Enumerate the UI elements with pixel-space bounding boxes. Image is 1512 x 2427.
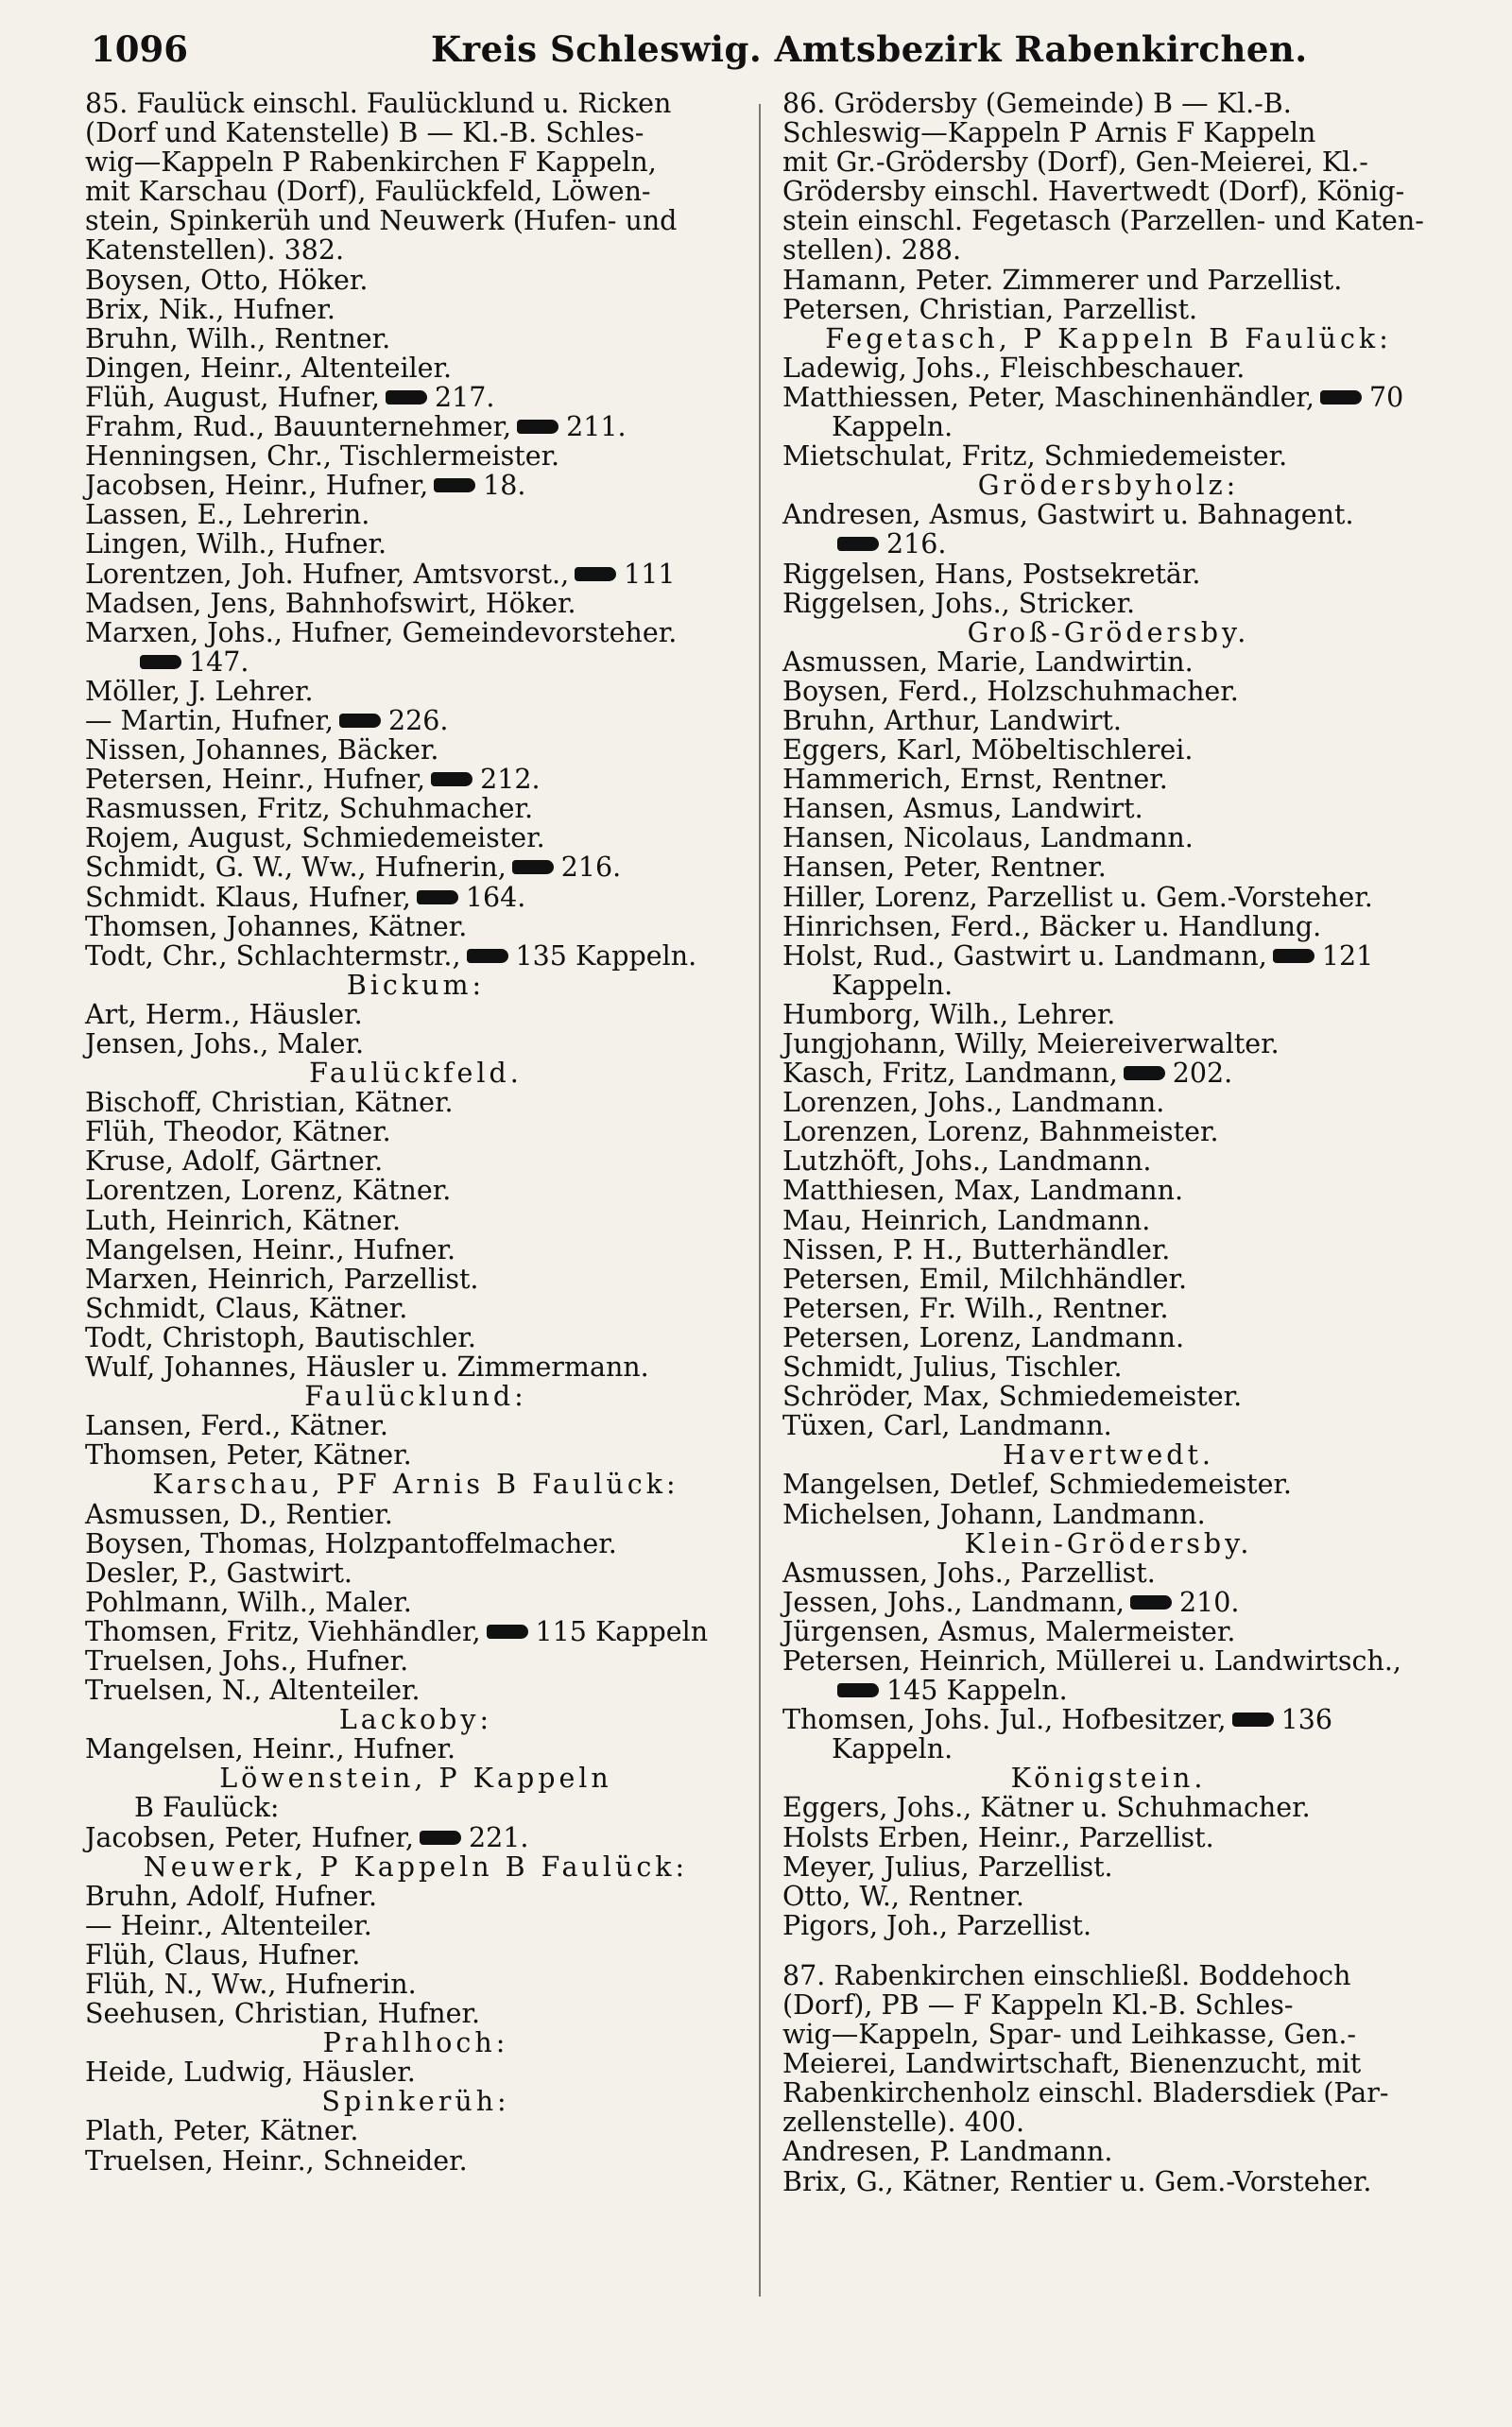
- running-title: Kreis Schleswig. Amtsbezirk Rabenkirchen.: [431, 28, 1308, 70]
- entry-text: Petersen, Heinr., Hufner,: [85, 764, 426, 796]
- entry-text: Lorentzen, Joh. Hufner, Amtsvorst.,: [85, 558, 570, 590]
- resident-entry: [782, 500, 1435, 529]
- resident-entry: [782, 1705, 1435, 1734]
- resident-entry: [85, 295, 747, 324]
- telephone-icon: [1273, 949, 1314, 963]
- entry-text: Jacobsen, Heinr., Hufner,: [85, 470, 429, 502]
- resident-entry: [85, 1529, 747, 1558]
- entry-text: Ladewig, Johs., Fleischbeschauer.: [782, 352, 1246, 384]
- entry-text: Truelsen, Johs., Hufner.: [85, 1644, 409, 1677]
- entry-text: Mietschulat, Fritz, Schmiedemeister.: [782, 440, 1288, 473]
- entry-text: Madsen, Jens, Bahnhofswirt, Höker.: [85, 587, 576, 619]
- municipality-line: Schleswig—Kappeln P Arnis F Kappeln: [782, 117, 1316, 149]
- column-divider: [759, 104, 761, 2297]
- entry-text: Flüh, August, Hufner,: [85, 381, 380, 413]
- entry-text: Seehusen, Christian, Hufner.: [85, 1998, 481, 2030]
- telephone-number: 212.: [480, 764, 541, 796]
- entry-text: Wulf, Johannes, Häusler u. Zimmermann.: [85, 1351, 649, 1384]
- resident-entry: [782, 735, 1435, 765]
- municipality-line: Rabenkirchenholz einschl. Bladersdiek (Par-: [782, 2077, 1389, 2109]
- resident-entry: [85, 2057, 747, 2087]
- entry-text: Rasmussen, Fritz, Schuhmacher.: [85, 793, 534, 825]
- resident-entry: [782, 1382, 1435, 1411]
- entry-text: Riggelsen, Johs., Stricker.: [782, 587, 1136, 619]
- entry-text: Flüh, Theodor, Kätner.: [85, 1116, 391, 1148]
- entry-text: Lassen, E., Lehrerin.: [85, 499, 370, 531]
- telephone-number: 121: [1321, 939, 1374, 972]
- municipality-entry: [782, 89, 1435, 266]
- entry-text: Kappeln.: [832, 1733, 954, 1765]
- telephone-icon: [434, 478, 475, 492]
- entry-text: Petersen, Lorenz, Landmann.: [782, 1321, 1185, 1353]
- entry-text: Mangelsen, Heinr., Hufner.: [85, 1233, 456, 1265]
- entry-text: Humborg, Wilh., Lehrer.: [782, 998, 1116, 1030]
- resident-entry: [85, 529, 747, 559]
- entry-text: Asmussen, Marie, Landwirtin.: [782, 645, 1194, 678]
- resident-entry: [85, 794, 747, 823]
- resident-entry: [782, 1588, 1435, 1617]
- entry-text: Bruhn, Adolf, Hufner.: [85, 1880, 378, 1912]
- entry-text: Nissen, P. H., Butterhändler.: [782, 1233, 1171, 1265]
- telephone-number: 216.: [560, 852, 622, 884]
- resident-entry: [782, 647, 1435, 677]
- resident-entry: [85, 1823, 747, 1852]
- entry-text: Thomsen, Fritz, Viehhändler,: [85, 1615, 481, 1647]
- entry-continuation: [782, 1734, 1435, 1764]
- resident-entry: [85, 1206, 747, 1235]
- entry-text: Matthiesen, Max, Landmann.: [782, 1175, 1184, 1207]
- locality-heading: Havertwedt.: [1003, 1439, 1214, 1472]
- entry-text: Bruhn, Arthur, Landwirt.: [782, 704, 1122, 736]
- resident-entry: [85, 500, 747, 529]
- entry-text: Boysen, Thomas, Holzpantoffelmacher.: [85, 1527, 617, 1559]
- entry-text: Marxen, Johs., Hufner, Gemeindevorsteher.: [85, 616, 678, 648]
- entry-text: Mangelsen, Heinr., Hufner.: [85, 1733, 456, 1765]
- resident-entry: [85, 1970, 747, 1999]
- municipality-line: (Dorf und Katenstelle) B — Kl.-B. Schles-: [85, 117, 644, 149]
- resident-entry: [85, 441, 747, 471]
- municipality-line: mit Karschau (Dorf), Faulückfeld, Löwen-: [85, 176, 651, 208]
- resident-entry: [782, 1470, 1435, 1499]
- entry-text: Rojem, August, Schmiedemeister.: [85, 822, 545, 854]
- entry-text: Plath, Peter, Kätner.: [85, 2115, 359, 2147]
- telephone-icon: [517, 420, 558, 434]
- entry-continuation: [782, 971, 1435, 1000]
- entry-text: Boysen, Otto, Höker.: [85, 264, 369, 296]
- entry-text: Thomsen, Johannes, Kätner.: [85, 910, 468, 942]
- entry-text: Michelsen, Johann, Landmann.: [782, 1498, 1206, 1530]
- telephone-number: 211.: [566, 411, 627, 443]
- telephone-icon: [140, 655, 181, 669]
- resident-entry: [85, 471, 747, 500]
- resident-entry: [85, 1911, 747, 1940]
- telephone-number: 202.: [1172, 1058, 1233, 1090]
- resident-entry: [85, 1617, 747, 1646]
- resident-entry: [782, 1029, 1435, 1059]
- resident-entry: [782, 1235, 1435, 1265]
- resident-entry: [85, 1734, 747, 1764]
- resident-entry: [782, 1323, 1435, 1352]
- entry-text: Flüh, Claus, Hufner.: [85, 1938, 361, 1971]
- locality-heading: Fegetasch, P Kappeln B Faulück:: [825, 322, 1392, 354]
- entry-text: Asmussen, D., Rentier.: [85, 1498, 393, 1530]
- resident-entry: [85, 1117, 747, 1146]
- telephone-icon: [431, 772, 472, 786]
- telephone-number: 115 Kappeln: [535, 1615, 709, 1647]
- resident-entry: [85, 912, 747, 941]
- telephone-number: 210.: [1178, 1586, 1240, 1618]
- entry-text: Bischoff, Christian, Kätner.: [85, 1087, 454, 1119]
- entry-text: Asmussen, Johs., Parzellist.: [782, 1557, 1156, 1589]
- entry-text: Thomsen, Peter, Kätner.: [85, 1439, 412, 1472]
- resident-entry: [782, 2137, 1435, 2166]
- municipality-line: Katenstellen). 382.: [85, 234, 345, 267]
- entry-text: Meyer, Julius, Parzellist.: [782, 1850, 1113, 1883]
- municipality-line: zellenstelle). 400.: [782, 2107, 1025, 2139]
- entry-text: Hiller, Lorenz, Parzellist u. Gem.-Vorsteher.: [782, 881, 1373, 913]
- entry-text: Hansen, Peter, Rentner.: [782, 852, 1107, 884]
- resident-entry: [782, 559, 1435, 589]
- entry-text: Petersen, Heinrich, Müllerei u. Landwirtsch.,: [782, 1644, 1401, 1677]
- resident-entry: [782, 706, 1435, 735]
- resident-entry: [782, 383, 1435, 412]
- resident-entry: [85, 1646, 747, 1676]
- locality-heading: Löwenstein, P Kappeln: [219, 1763, 612, 1795]
- resident-entry: [85, 1176, 747, 1205]
- telephone-number: 135 Kappeln.: [515, 939, 697, 972]
- entry-text: Holsts Erben, Heinr., Parzellist.: [782, 1821, 1214, 1853]
- telephone-number: 111: [624, 558, 676, 590]
- entry-text: Jacobsen, Peter, Hufner,: [85, 1821, 414, 1853]
- telephone-icon: [487, 1625, 528, 1639]
- entry-continuation: [782, 412, 1435, 441]
- locality-heading: Neuwerk, P Kappeln B Faulück:: [143, 1850, 689, 1883]
- entry-text: Heide, Ludwig, Häusler.: [85, 2057, 416, 2089]
- entry-text: Petersen, Fr. Wilh., Rentner.: [782, 1292, 1169, 1324]
- resident-entry: [782, 1059, 1435, 1088]
- resident-entry: [782, 1500, 1435, 1529]
- entry-text: Jessen, Johs., Landmann,: [782, 1586, 1125, 1618]
- resident-entry: [782, 1176, 1435, 1205]
- page-header: [91, 21, 1452, 77]
- resident-entry: [782, 441, 1435, 471]
- telephone-number: 147.: [189, 645, 249, 678]
- resident-entry: [85, 1323, 747, 1352]
- municipality-line: Grödersby einschl. Havertwedt (Dorf), König-: [782, 176, 1405, 208]
- resident-entry: [782, 941, 1435, 971]
- entry-text: Jensen, Johs., Maler.: [85, 1028, 365, 1059]
- telephone-icon: [575, 567, 616, 581]
- entry-continuation: [782, 529, 1435, 559]
- resident-entry: [85, 1793, 747, 1822]
- municipality-entry: [85, 89, 747, 266]
- resident-entry: [782, 295, 1435, 324]
- entry-text: Truelsen, Heinr., Schneider.: [85, 2144, 468, 2177]
- resident-entry: [782, 1117, 1435, 1146]
- entry-text: Andresen, Asmus, Gastwirt u. Bahnagent.: [782, 499, 1354, 531]
- entry-text: Kasch, Fritz, Landmann,: [782, 1058, 1118, 1090]
- entry-text: Jürgensen, Asmus, Malermeister.: [782, 1615, 1236, 1647]
- resident-entry: [85, 1440, 747, 1470]
- telephone-number: 217.: [434, 381, 495, 413]
- resident-entry: [782, 883, 1435, 912]
- entry-text: Schmidt, G. W., Ww., Hufnerin,: [85, 852, 507, 884]
- telephone-number: 221.: [468, 1821, 529, 1853]
- entry-text: Lorentzen, Lorenz, Kätner.: [85, 1175, 452, 1207]
- resident-entry: [85, 383, 747, 412]
- entry-text: B Faulück:: [134, 1792, 280, 1824]
- resident-entry: [782, 823, 1435, 852]
- resident-entry: [85, 353, 747, 383]
- resident-entry: [85, 883, 747, 912]
- spacer: [782, 1940, 1435, 1961]
- locality-heading: Bickum:: [346, 969, 486, 1001]
- entry-text: Kappeln.: [832, 411, 954, 443]
- resident-entry: [782, 353, 1435, 383]
- resident-entry: [85, 1882, 747, 1911]
- left-column: [85, 89, 747, 2176]
- entry-text: Art, Herm., Häusler.: [85, 998, 363, 1030]
- resident-entry: [85, 1265, 747, 1294]
- entry-text: Lingen, Wilh., Hufner.: [85, 528, 387, 560]
- entry-text: Hansen, Asmus, Landwirt.: [782, 793, 1143, 825]
- entry-text: Eggers, Johs., Kätner u. Schuhmacher.: [782, 1792, 1311, 1824]
- entry-text: Schmidt, Julius, Tischler.: [782, 1351, 1123, 1384]
- entry-text: Lansen, Ferd., Kätner.: [85, 1410, 388, 1442]
- entry-text: Schmidt, Claus, Kätner.: [85, 1292, 408, 1324]
- resident-entry: [782, 1882, 1435, 1911]
- resident-entry: [85, 1588, 747, 1617]
- resident-entry: [782, 765, 1435, 794]
- telephone-icon: [1130, 1595, 1172, 1609]
- resident-entry: [782, 1793, 1435, 1822]
- entry-text: Kruse, Adolf, Gärtner.: [85, 1145, 384, 1178]
- entry-text: Dingen, Heinr., Altenteiler.: [85, 352, 453, 384]
- entry-text: Desler, P., Gastwirt.: [85, 1557, 352, 1589]
- municipality-line: 85. Faulück einschl. Faulücklund u. Ricken: [85, 88, 672, 119]
- resident-entry: [85, 1294, 747, 1323]
- resident-entry: [85, 266, 747, 295]
- resident-entry: [782, 1206, 1435, 1235]
- entry-text: Todt, Chr., Schlachtermstr.,: [85, 939, 461, 972]
- entry-text: Hamann, Peter. Zimmerer und Parzellist.: [782, 264, 1343, 296]
- municipality-line: wig—Kappeln, Spar- und Leihkasse, Gen.-: [782, 2019, 1357, 2051]
- entry-text: Boysen, Ferd., Holzschuhmacher.: [782, 675, 1239, 707]
- resident-entry: [85, 1940, 747, 1970]
- resident-entry: [85, 1676, 747, 1705]
- resident-entry: [85, 2146, 747, 2176]
- resident-entry: [85, 941, 747, 971]
- entry-text: Schmidt. Klaus, Hufner,: [85, 881, 411, 913]
- entry-continuation: [782, 1676, 1435, 1705]
- right-column: [782, 89, 1435, 2196]
- resident-entry: [782, 1617, 1435, 1646]
- resident-entry: [782, 1294, 1435, 1323]
- resident-entry: [782, 589, 1435, 618]
- entry-text: Todt, Christoph, Bautischler.: [85, 1321, 476, 1353]
- telephone-number: 216.: [886, 528, 947, 560]
- entry-text: Holst, Rud., Gastwirt u. Landmann,: [782, 939, 1267, 972]
- entry-text: Bruhn, Wilh., Rentner.: [85, 322, 391, 354]
- entry-text: Brix, G., Kätner, Rentier u. Gem.-Vorsteher.: [782, 2165, 1372, 2197]
- resident-entry: [782, 1911, 1435, 1940]
- telephone-icon: [417, 890, 458, 904]
- entry-text: Möller, J. Lehrer.: [85, 675, 314, 707]
- municipality-line: 87. Rabenkirchen einschließl. Boddehoch: [782, 1959, 1351, 1991]
- telephone-icon: [837, 1683, 879, 1697]
- resident-entry: [85, 1000, 747, 1029]
- resident-entry: [85, 1146, 747, 1176]
- telephone-number: 70: [1369, 381, 1404, 413]
- entry-text: Hinrichsen, Ferd., Bäcker u. Handlung.: [782, 910, 1322, 942]
- entry-text: Brix, Nik., Hufner.: [85, 293, 335, 325]
- entry-text: Marxen, Heinrich, Parzellist.: [85, 1263, 479, 1295]
- entry-text: Eggers, Karl, Möbeltischlerei.: [782, 734, 1194, 766]
- resident-entry: [85, 735, 747, 765]
- municipality-line: (Dorf), PB — F Kappeln Kl.-B. Schles-: [782, 1989, 1294, 2021]
- municipality-line: stellen). 288.: [782, 234, 962, 267]
- entry-text: Flüh, N., Ww., Hufnerin.: [85, 1969, 417, 2000]
- resident-entry: [85, 1500, 747, 1529]
- resident-entry: [85, 1352, 747, 1382]
- telephone-icon: [837, 537, 879, 551]
- resident-entry: [782, 2167, 1435, 2196]
- resident-entry: [85, 589, 747, 618]
- municipality-line: mit Gr.-Grödersby (Dorf), Gen-Meierei, Kl.-: [782, 146, 1368, 179]
- resident-entry: [782, 1000, 1435, 1029]
- resident-entry: [782, 266, 1435, 295]
- entry-text: Luth, Heinrich, Kätner.: [85, 1204, 402, 1236]
- municipality-line: wig—Kappeln P Rabenkirchen F Kappeln,: [85, 146, 657, 179]
- entry-text: Pohlmann, Wilh., Maler.: [85, 1586, 412, 1618]
- entry-text: Lutzhöft, Johs., Landmann.: [782, 1145, 1152, 1178]
- resident-entry: [85, 2116, 747, 2145]
- entry-text: Otto, W., Rentner.: [782, 1880, 1024, 1912]
- locality-heading: Karschau, PF Arnis B Faulück:: [152, 1469, 679, 1501]
- entry-text: Riggelsen, Hans, Postsekretär.: [782, 558, 1201, 590]
- entry-text: Thomsen, Johs. Jul., Hofbesitzer,: [782, 1704, 1227, 1736]
- resident-entry: [85, 1411, 747, 1440]
- entry-text: Truelsen, N., Altenteiler.: [85, 1675, 421, 1707]
- resident-entry: [85, 1029, 747, 1059]
- telephone-number: 136: [1280, 1704, 1332, 1736]
- entry-text: Andresen, P. Landmann.: [782, 2136, 1113, 2168]
- resident-entry: [85, 677, 747, 706]
- municipality-line: stein, Spinkerüh und Neuwerk (Hufen- und: [85, 205, 678, 237]
- entry-text: Jungjohann, Willy, Meiereiverwalter.: [782, 1028, 1280, 1059]
- entry-text: Hammerich, Ernst, Rentner.: [782, 764, 1168, 796]
- resident-entry: [85, 852, 747, 882]
- resident-entry: [782, 1411, 1435, 1440]
- locality-heading: Grödersbyholz:: [977, 470, 1240, 502]
- locality-heading: Prahlhoch:: [322, 2027, 509, 2059]
- locality-heading: Faulückfeld.: [309, 1058, 523, 1090]
- telephone-number: 164.: [465, 881, 526, 913]
- entry-text: Petersen, Christian, Parzellist.: [782, 293, 1198, 325]
- page-number: 1096: [91, 28, 188, 70]
- telephone-number: 18.: [483, 470, 526, 502]
- resident-entry: [782, 1088, 1435, 1117]
- telephone-icon: [386, 390, 427, 404]
- locality-heading: Lackoby:: [338, 1704, 493, 1736]
- resident-entry: [782, 677, 1435, 706]
- entry-text: Henningsen, Chr., Tischlermeister.: [85, 440, 560, 473]
- locality-heading: Groß-Grödersby.: [967, 616, 1250, 648]
- resident-entry: [85, 618, 747, 647]
- telephone-number: 145 Kappeln.: [886, 1675, 1068, 1707]
- locality-heading: Faulücklund:: [304, 1381, 527, 1413]
- resident-entry: [782, 1852, 1435, 1882]
- municipality-line: stein einschl. Fegetasch (Parzellen- und Katen-: [782, 205, 1424, 237]
- telephone-icon: [512, 860, 554, 874]
- resident-entry: [782, 1146, 1435, 1176]
- resident-entry: [782, 1558, 1435, 1588]
- entry-continuation: [85, 647, 747, 677]
- locality-heading: Klein-Grödersby.: [964, 1527, 1253, 1559]
- resident-entry: [85, 559, 747, 589]
- municipality-line: Meierei, Landwirtschaft, Bienenzucht, mit: [782, 2048, 1362, 2080]
- resident-entry: [85, 324, 747, 353]
- entry-text: Nissen, Johannes, Bäcker.: [85, 734, 439, 766]
- resident-entry: [85, 765, 747, 794]
- entry-text: Lorenzen, Lorenz, Bahnmeister.: [782, 1116, 1219, 1148]
- telephone-icon: [1124, 1066, 1165, 1080]
- resident-entry: [782, 794, 1435, 823]
- entry-text: Schröder, Max, Schmiedemeister.: [782, 1381, 1243, 1413]
- resident-entry: [85, 412, 747, 441]
- entry-text: Pigors, Joh., Parzellist.: [782, 1909, 1092, 1941]
- resident-entry: [85, 1235, 747, 1265]
- resident-entry: [782, 1352, 1435, 1382]
- resident-entry: [782, 1646, 1435, 1676]
- entry-text: Hansen, Nicolaus, Landmann.: [782, 822, 1194, 854]
- entry-text: Frahm, Rud., Bauunternehmer,: [85, 411, 512, 443]
- entry-text: — Martin, Hufner,: [85, 704, 334, 736]
- telephone-icon: [1320, 390, 1362, 404]
- entry-text: Tüxen, Carl, Landmann.: [782, 1410, 1112, 1442]
- resident-entry: [782, 1265, 1435, 1294]
- entry-text: Matthiessen, Peter, Maschinenhändler,: [782, 381, 1314, 413]
- telephone-number: 226.: [387, 704, 449, 736]
- resident-entry: [85, 823, 747, 852]
- telephone-icon: [420, 1831, 461, 1845]
- entry-text: Mangelsen, Detlef, Schmiedemeister.: [782, 1469, 1292, 1501]
- locality-heading: Königstein.: [1010, 1763, 1207, 1795]
- municipality-entry: [782, 1961, 1435, 2138]
- telephone-icon: [467, 949, 508, 963]
- resident-entry: [85, 1088, 747, 1117]
- municipality-line: 86. Grödersby (Gemeinde) B — Kl.-B.: [782, 88, 1292, 119]
- entry-text: Mau, Heinrich, Landmann.: [782, 1204, 1151, 1236]
- resident-entry: [782, 1823, 1435, 1852]
- entry-text: Petersen, Emil, Milchhändler.: [782, 1263, 1188, 1295]
- locality-heading: Spinkerüh:: [321, 2086, 510, 2118]
- entry-text: Kappeln.: [832, 969, 954, 1001]
- resident-entry: [85, 1999, 747, 2028]
- resident-entry: [85, 1558, 747, 1588]
- entry-text: — Heinr., Altenteiler.: [85, 1909, 372, 1941]
- resident-entry: [782, 852, 1435, 882]
- resident-entry: [782, 912, 1435, 941]
- telephone-icon: [339, 714, 381, 728]
- telephone-icon: [1232, 1713, 1274, 1727]
- entry-text: Lorenzen, Johs., Landmann.: [782, 1087, 1165, 1119]
- resident-entry: [85, 706, 747, 735]
